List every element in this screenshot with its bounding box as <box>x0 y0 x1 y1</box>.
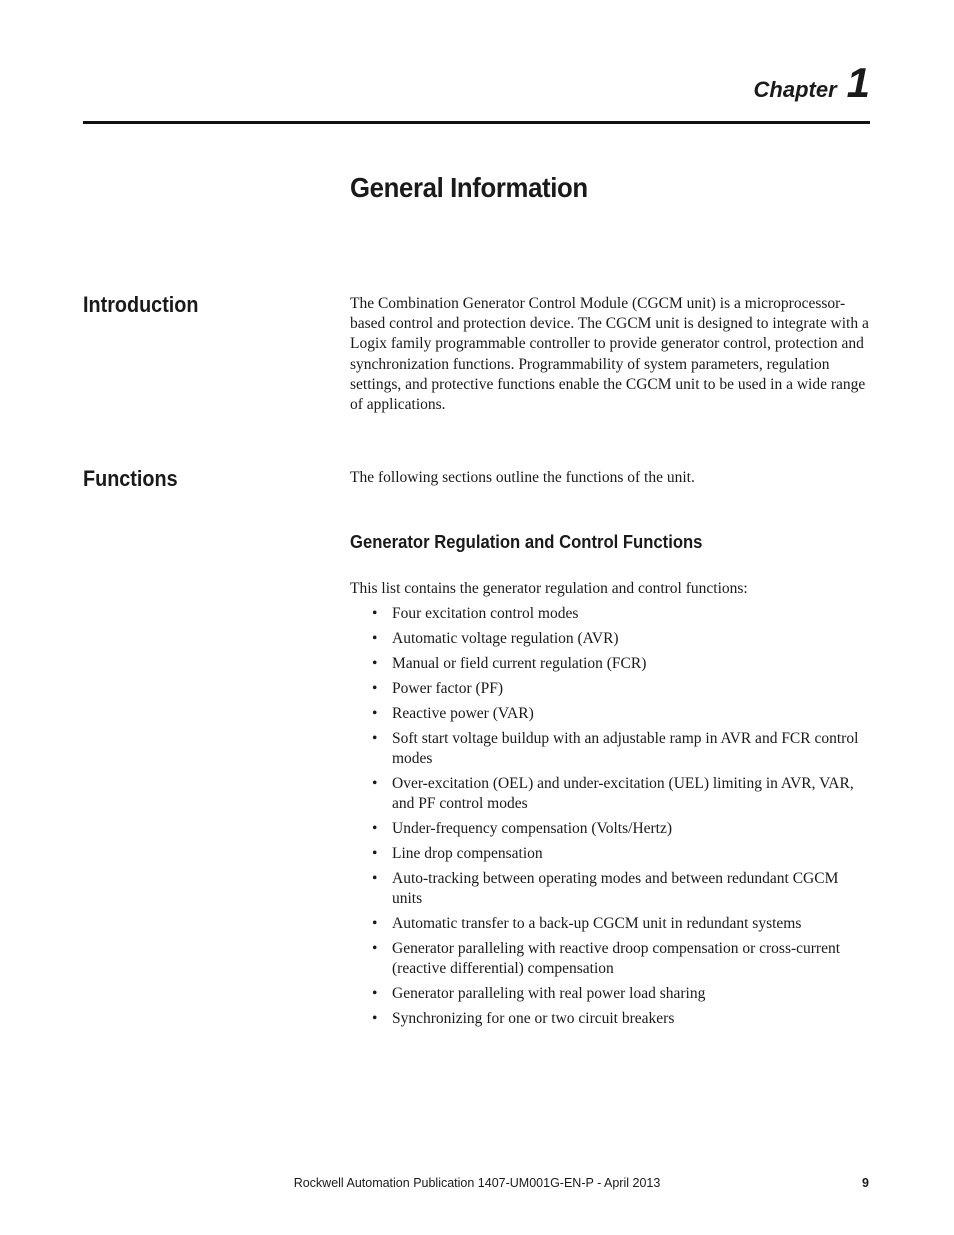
footer-publication: Rockwell Automation Publication 1407-UM001G-EN-P - April 2013 <box>293 1176 661 1190</box>
generator-regulation-intro: This list contains the generator regulation and control functions: <box>350 580 748 597</box>
list-item-text: Automatic transfer to a back-up CGCM unit in redundant systems <box>392 915 802 932</box>
list-item-text: Reactive power (VAR) <box>392 705 534 722</box>
bullet-icon: • <box>372 680 378 697</box>
list-item-text: Automatic voltage regulation (AVR) <box>392 630 619 647</box>
list-item <box>350 604 872 624</box>
bullet-icon: • <box>372 1010 378 1027</box>
list-item <box>350 844 872 864</box>
list-item <box>350 819 872 839</box>
list-item-text: Soft start voltage buildup with an adjustable ramp in AVR and FCR control modes <box>392 730 859 767</box>
list-item <box>350 869 872 909</box>
introduction-heading: Introduction <box>83 292 199 317</box>
chapter-divider <box>83 121 870 124</box>
bullet-icon: • <box>372 655 378 672</box>
functions-heading: Functions <box>83 466 178 491</box>
bullet-icon: • <box>372 870 378 887</box>
function-list <box>350 604 872 1034</box>
introduction-body: The Combination Generator Control Module (CGCM unit) is a microprocessor-based control and protection device. The CGCM unit is designed to integrate with a Logix family programmable controller to provide generator control, protection and synchronization functions. Programmability of system parameters, regulation settings, and protective functions enable the CGCM unit to be used in a wide range of applications. <box>350 295 869 414</box>
bullet-icon: • <box>372 775 378 792</box>
list-item <box>350 679 872 699</box>
bullet-icon: • <box>372 820 378 837</box>
bullet-icon: • <box>372 705 378 722</box>
list-item-text: Manual or field current regulation (FCR) <box>392 655 647 672</box>
chapter-header <box>753 59 870 106</box>
list-item-text: Over-excitation (OEL) and under-excitation (UEL) limiting in AVR, VAR, and PF control modes <box>392 775 854 812</box>
list-item-text: Generator paralleling with real power load sharing <box>392 985 706 1002</box>
list-item-text: Under-frequency compensation (Volts/Hertz) <box>392 820 673 837</box>
list-item-text: Synchronizing for one or two circuit breakers <box>392 1010 675 1027</box>
generator-regulation-heading: Generator Regulation and Control Functions <box>350 531 703 552</box>
list-item-text: Auto-tracking between operating modes and between redundant CGCM units <box>392 870 839 907</box>
chapter-label: Chapter <box>753 77 837 102</box>
page-number: 9 <box>862 1176 869 1190</box>
bullet-icon: • <box>372 845 378 862</box>
list-item <box>350 729 872 769</box>
bullet-icon: • <box>372 730 378 747</box>
bullet-icon: • <box>372 605 378 622</box>
list-item-text: Power factor (PF) <box>392 680 504 697</box>
bullet-icon: • <box>372 915 378 932</box>
list-item <box>350 914 872 934</box>
list-item-text: Four excitation control modes <box>392 605 579 622</box>
functions-intro: The following sections outline the functions of the unit. <box>350 469 695 486</box>
list-item <box>350 654 872 674</box>
bullet-icon: • <box>372 985 378 1002</box>
list-item <box>350 629 872 649</box>
list-item-text: Line drop compensation <box>392 845 543 862</box>
page-title: General Information <box>350 172 588 203</box>
list-item <box>350 774 872 814</box>
list-item <box>350 984 872 1004</box>
bullet-icon: • <box>372 630 378 647</box>
chapter-number: 1 <box>846 59 870 106</box>
list-item <box>350 704 872 724</box>
list-item <box>350 1009 872 1029</box>
list-item <box>350 939 872 979</box>
bullet-icon: • <box>372 940 378 957</box>
list-item-text: Generator paralleling with reactive droop compensation or cross-current (reactive differential) compensation <box>392 940 841 977</box>
